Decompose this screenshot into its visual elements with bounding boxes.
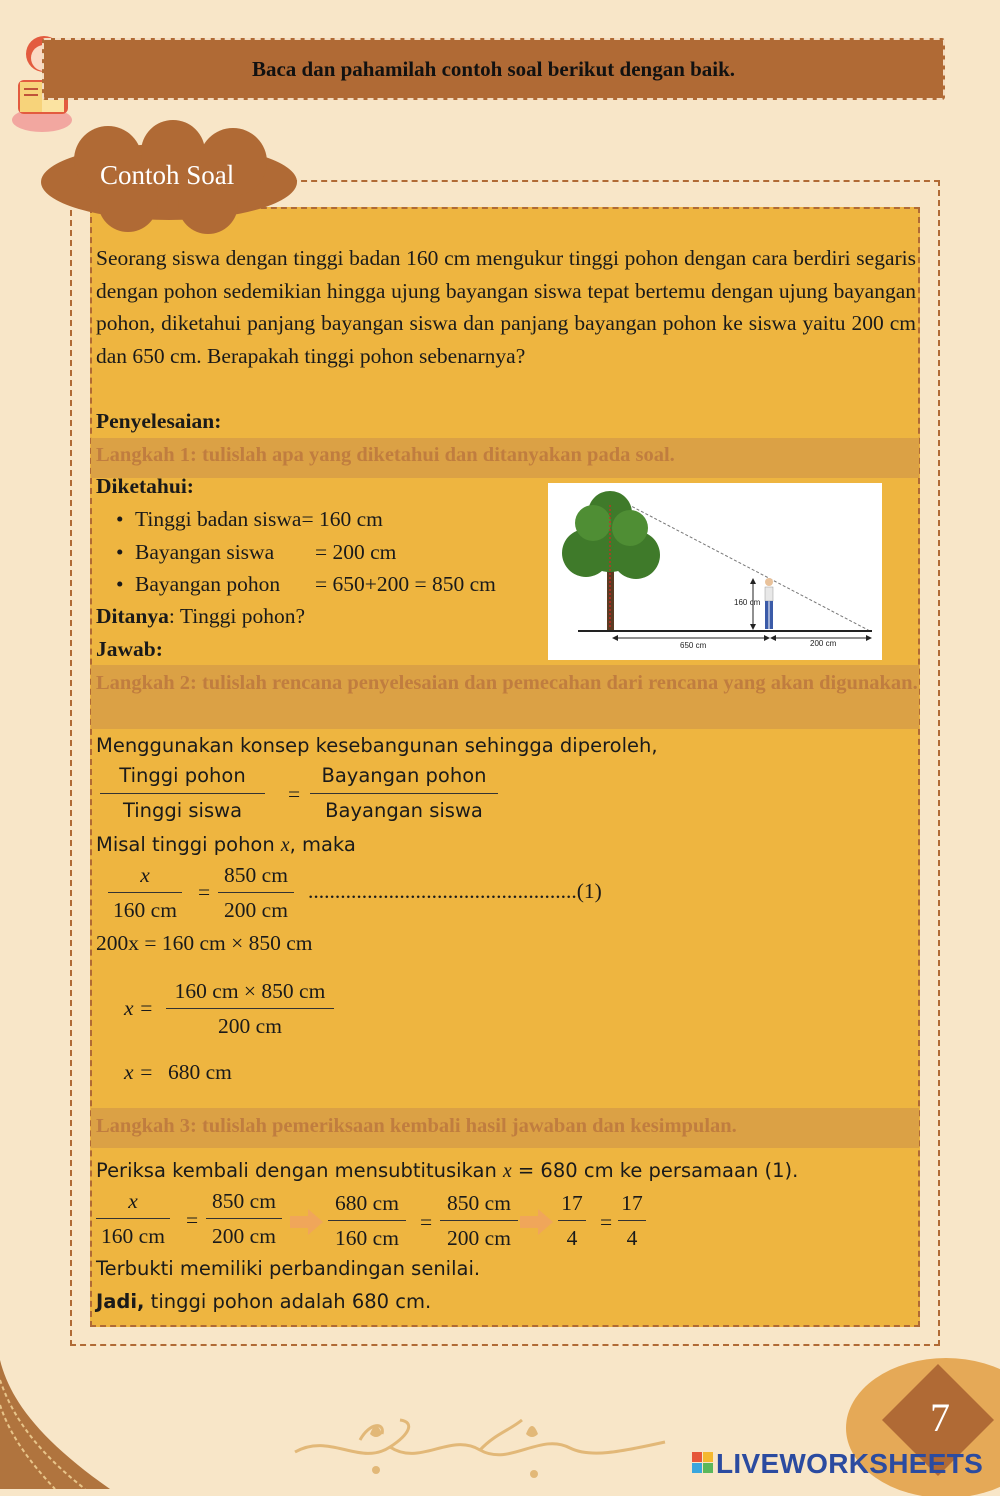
- rhs: = 160 cm × 850 cm: [144, 931, 313, 955]
- frac-den: Tinggi siswa: [122, 799, 243, 822]
- equals-sign: =: [198, 880, 211, 904]
- check-frac-4: [440, 1190, 518, 1251]
- frac-den: 160 cm: [113, 898, 177, 922]
- known-item: [118, 503, 383, 535]
- check-intro-b: = 680 cm ke persamaan (1).: [517, 1159, 799, 1182]
- step3-bar: Langkah 3: tulislah pemeriksaan kembali hasil jawaban dan kesimpulan.: [91, 1108, 919, 1148]
- frac-num: Bayangan pohon: [310, 763, 498, 794]
- instruction-banner: [42, 38, 945, 100]
- asked-line: [96, 600, 305, 633]
- x-result: 680 cm: [168, 1060, 232, 1084]
- x-equals: x =: [124, 996, 154, 1020]
- check-var: x: [503, 1161, 512, 1182]
- check-intro: [96, 1155, 798, 1189]
- equals-sign: =: [288, 782, 301, 806]
- check-frac-6: [618, 1190, 646, 1251]
- check-frac-5: [558, 1190, 586, 1251]
- known-label: Diketahui:: [96, 474, 194, 498]
- watermark: LIVEWORKSHEETS: [716, 1448, 984, 1479]
- known-value: = 200 cm: [315, 540, 397, 564]
- student-shadow-label: 200 cm: [810, 639, 837, 648]
- ratio-right: [310, 763, 498, 824]
- lhs: 200x: [96, 931, 139, 955]
- swirl-ornament: [290, 1412, 670, 1482]
- arrow-right-icon: [520, 1208, 554, 1236]
- x-fraction: [166, 978, 334, 1039]
- liveworksheets-logo-icon: [692, 1452, 714, 1474]
- section-title: Contoh Soal: [100, 160, 235, 190]
- misal-end: , maka: [289, 833, 356, 856]
- proven-text: Terbukti memiliki perbandingan senilai.: [96, 1257, 481, 1280]
- misal-var: x: [280, 835, 290, 856]
- known-name: Bayangan siswa: [135, 540, 275, 564]
- frac-den: 200 cm: [218, 1014, 282, 1038]
- frac-num: 850 cm: [206, 1188, 282, 1219]
- known-value: = 160 cm: [301, 507, 383, 531]
- frac-den: 200 cm: [212, 1224, 276, 1248]
- equals-sign: =: [600, 1210, 613, 1234]
- cross-multiply: [96, 927, 313, 960]
- solution-label: Penyelesaian:: [96, 409, 222, 433]
- step2-bar: Langkah 2: tulislah rencana penyelesaian dan pemecahan dari rencana yang akan digunakan.: [91, 665, 919, 729]
- known-name: Bayangan pohon: [135, 572, 281, 596]
- check-intro-a: Periksa kembali dengan mensubtitusikan: [96, 1159, 497, 1182]
- frac-num: x: [140, 863, 150, 887]
- frac-den: 200 cm: [224, 898, 288, 922]
- answer-label: Jawab:: [96, 637, 163, 661]
- frac-num: 850 cm: [440, 1190, 518, 1221]
- frac-num: 160 cm × 850 cm: [166, 978, 334, 1009]
- frac-den: Bayangan siswa: [325, 799, 483, 822]
- plan-intro: Menggunakan konsep kesebangunan sehingga diperoleh,: [96, 734, 658, 757]
- conclusion-rest: tinggi pohon adalah 680 cm.: [150, 1290, 432, 1313]
- frac-num: 17: [618, 1190, 646, 1221]
- frac-den: 160 cm: [101, 1224, 165, 1248]
- eq1-left: [108, 862, 182, 923]
- misal-text: Misal tinggi pohon: [96, 833, 275, 856]
- frac-num: x: [128, 1189, 138, 1213]
- frac-den: 160 cm: [335, 1226, 399, 1250]
- frac-den: 4: [626, 1226, 638, 1250]
- equals-sign: =: [420, 1210, 433, 1234]
- known-name: Tinggi badan siswa: [135, 507, 302, 531]
- x-equals: x =: [124, 1060, 154, 1084]
- frac-num: 17: [558, 1190, 586, 1221]
- ratio-left: [100, 763, 265, 824]
- conclusion-bold: Jadi,: [96, 1290, 145, 1313]
- arrow-right-icon: [290, 1208, 324, 1236]
- batik-corner-ornament: [0, 1360, 120, 1489]
- known-value: = 650+200 = 850 cm: [315, 572, 496, 596]
- frac-num: 680 cm: [328, 1190, 406, 1221]
- frac-den: 4: [566, 1226, 578, 1250]
- check-frac-2: [206, 1188, 282, 1249]
- page-number: 7: [930, 1395, 950, 1440]
- problem-text: Seorang siswa dengan tinggi badan 160 cm mengukur tinggi pohon dengan cara berdiri segaris dengan pohon sedemikian hingga ujung bayangan siswa tepat bertemu dengan ujung bayangan pohon, diketahui panjang bayangan siswa dan panjang bayangan pohon ke siswa yaitu 200 cm dan 650 cm. Berapakah tinggi pohon sebenarnya?: [96, 246, 916, 368]
- step1-bar: Langkah 1: tulislah apa yang diketahui dan ditanyakan pada soal.: [91, 438, 919, 478]
- conclusion: [96, 1286, 431, 1319]
- tree-shadow-label: 650 cm: [680, 641, 707, 650]
- tree-shadow-figure: [548, 483, 882, 660]
- eq1-right: [218, 862, 294, 923]
- frac-num: Tinggi pohon: [100, 763, 265, 794]
- known-item: [118, 568, 496, 600]
- check-frac-1: [96, 1188, 170, 1249]
- asked-text: : Tinggi pohon?: [168, 604, 306, 628]
- asked-label: Ditanya: [96, 604, 169, 628]
- banner-text: Baca dan pahamilah contoh soal berikut dengan baik.: [251, 56, 736, 81]
- frac-den: 200 cm: [447, 1226, 511, 1250]
- eq1-label: ..................................................(1): [308, 879, 602, 903]
- student-height-label: 160 cm: [734, 598, 761, 607]
- frac-num: 850 cm: [218, 862, 294, 893]
- check-frac-3: [328, 1190, 406, 1251]
- equals-sign: =: [186, 1208, 199, 1232]
- misal-line: [96, 829, 356, 863]
- known-item: [118, 536, 396, 568]
